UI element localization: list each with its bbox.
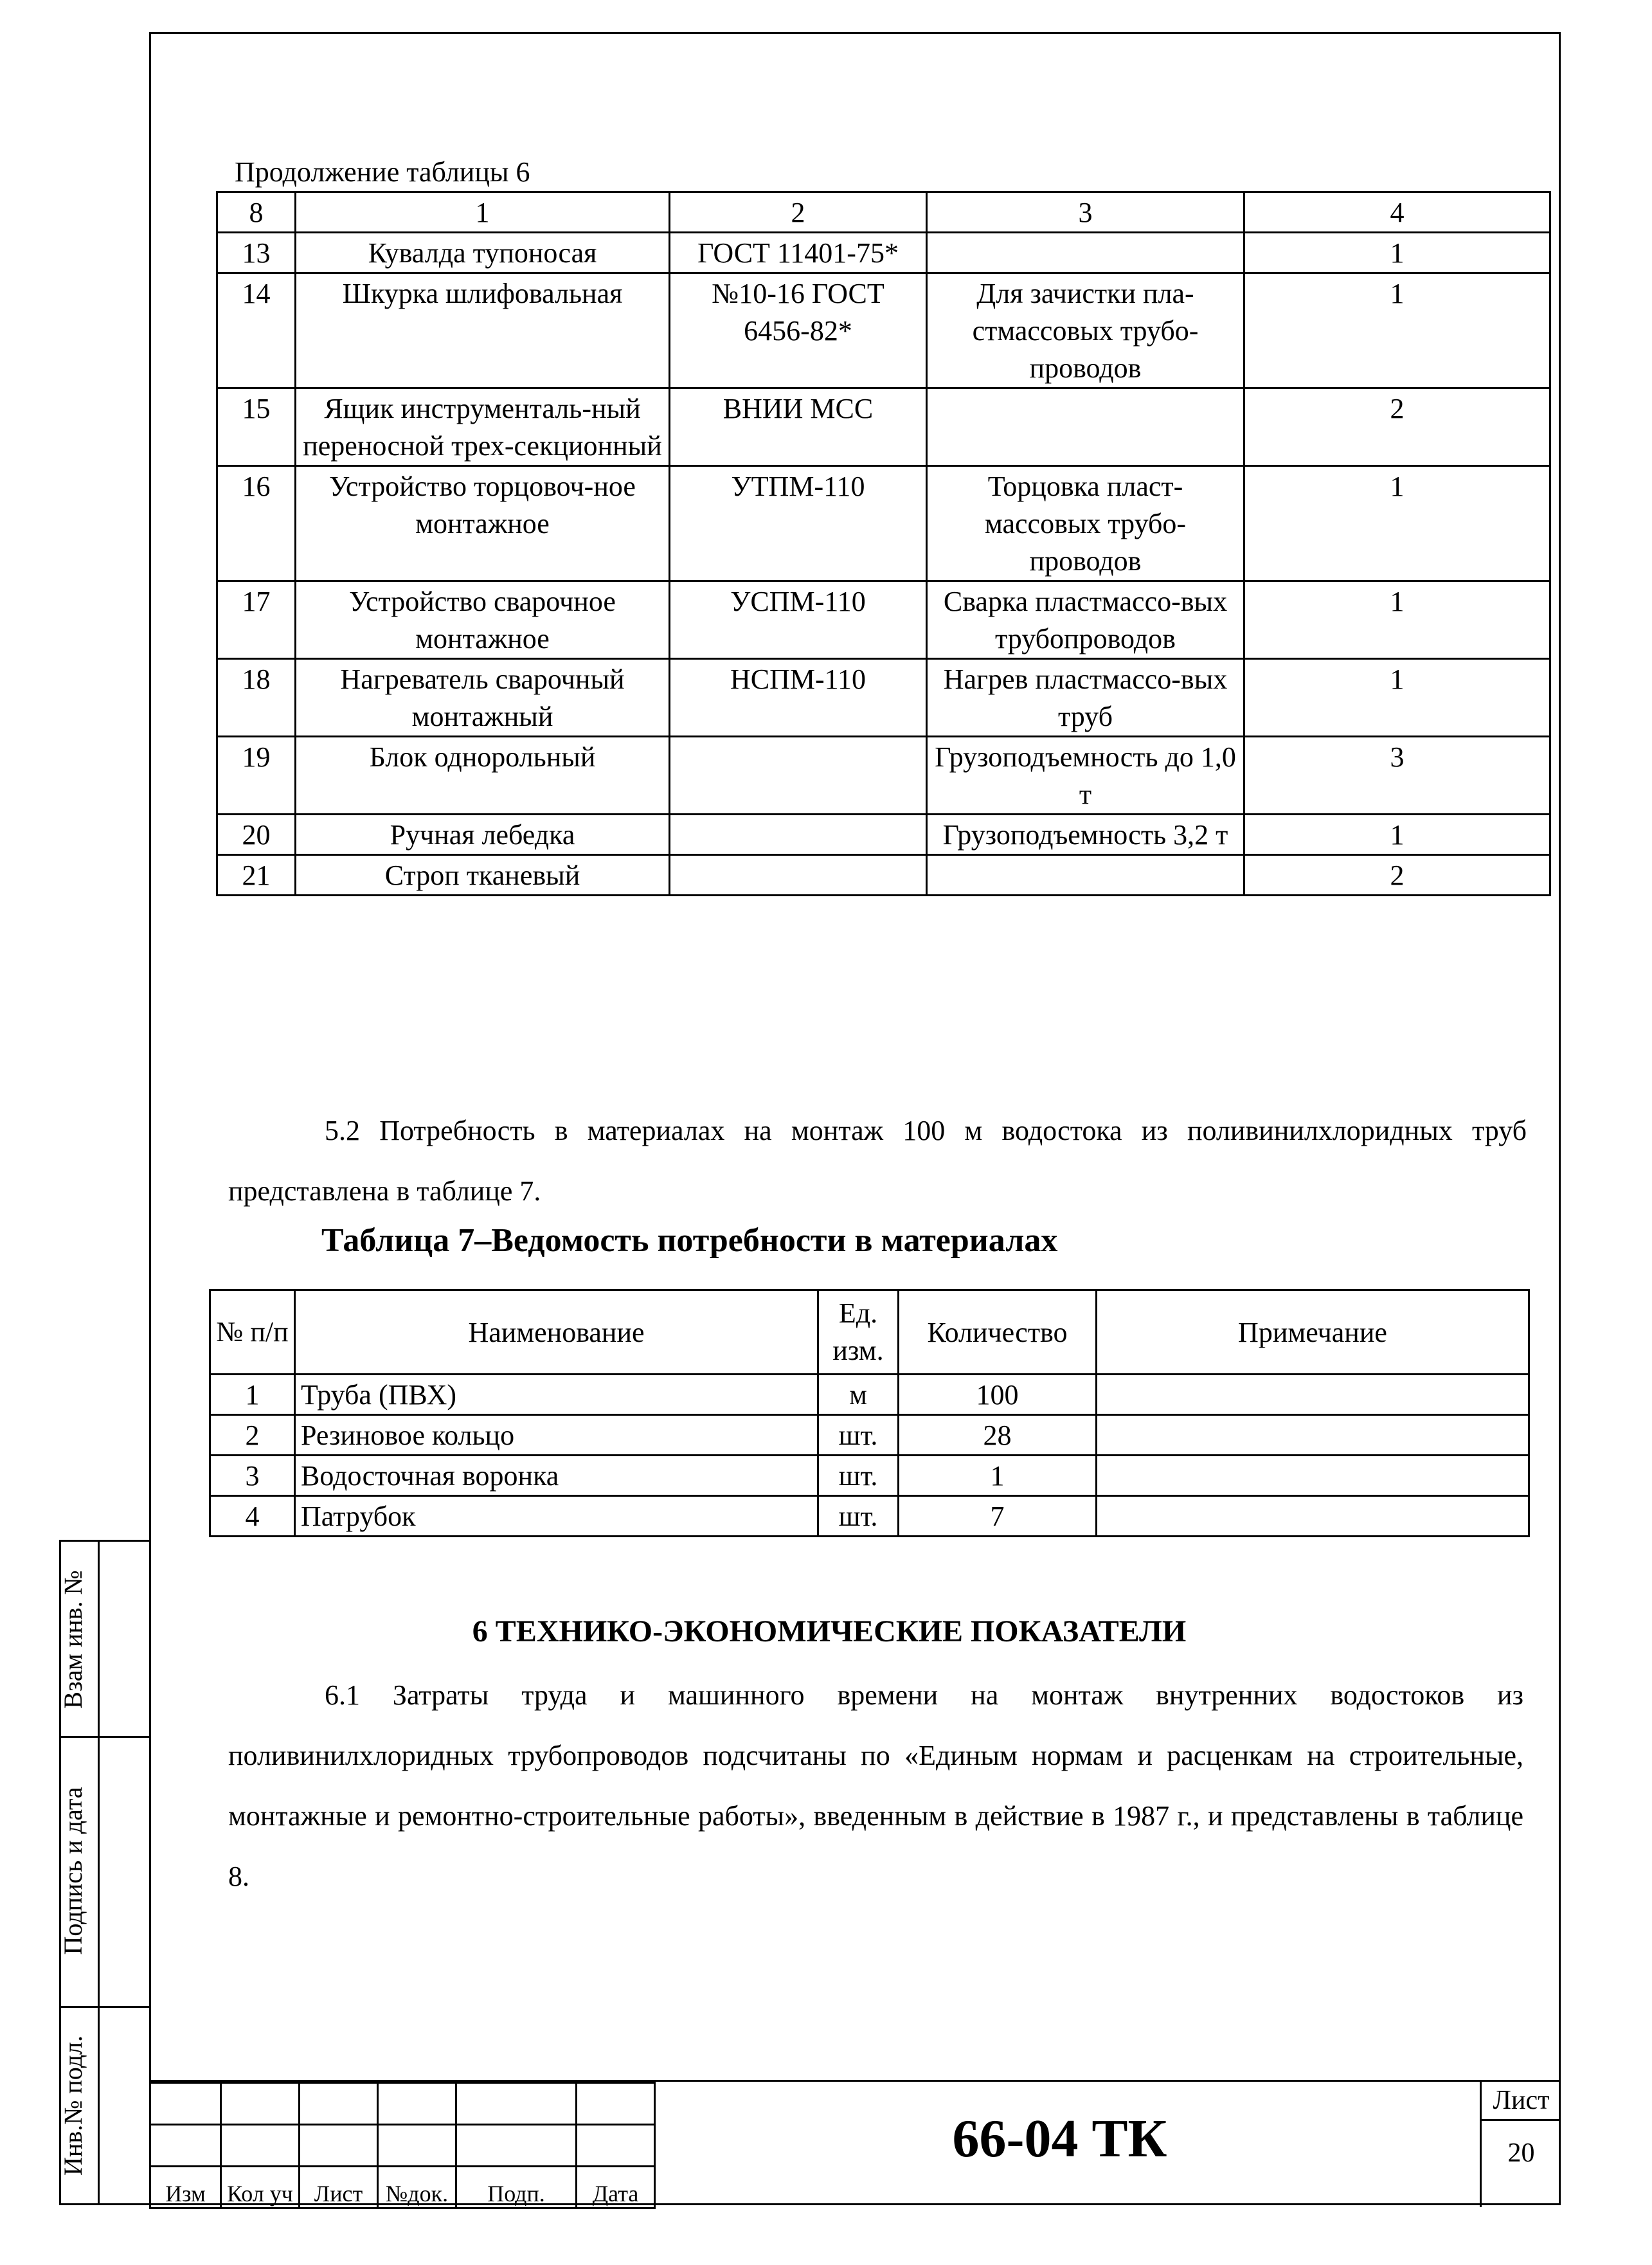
table6-cell-n: 19 bbox=[217, 737, 296, 815]
table6-header-cell: 4 bbox=[1244, 192, 1550, 233]
stamp-cell bbox=[456, 2083, 577, 2125]
table7-cell-name: Водосточная воронка bbox=[295, 1456, 818, 1496]
table7-cell-qty: 7 bbox=[899, 1496, 1097, 1537]
table7-cell-n: 3 bbox=[210, 1456, 295, 1496]
table6-caption: Продолжение таблицы 6 bbox=[235, 156, 530, 188]
table7-title: Таблица 7–Ведомость потребности в материалах bbox=[321, 1222, 1058, 1259]
table6-cell-mark bbox=[670, 815, 927, 855]
table7-header-n: № п/п bbox=[210, 1290, 295, 1375]
stamp-col-izm: Изм bbox=[150, 2167, 221, 2208]
table7-cell-unit: шт. bbox=[818, 1415, 899, 1456]
table6-cell-qty: 2 bbox=[1244, 855, 1550, 896]
side-label-vzam: Взам инв. № bbox=[58, 1570, 87, 1709]
table-row bbox=[217, 855, 1550, 896]
table6-cell-mark: ВНИИ МСС bbox=[670, 388, 927, 466]
stamp-cell bbox=[300, 2083, 378, 2125]
table7-cell-note bbox=[1097, 1375, 1529, 1415]
table7-cell-qty: 28 bbox=[899, 1415, 1097, 1456]
table6-cell-qty: 1 bbox=[1244, 581, 1550, 659]
table-row bbox=[217, 737, 1550, 815]
stamp-doc-code: 66-04 ТК bbox=[952, 2109, 1167, 2169]
table6-header-cell: 1 bbox=[296, 192, 670, 233]
table7-cell-qty: 100 bbox=[899, 1375, 1097, 1415]
table6-cell-name: Устройство сварочное монтажное bbox=[296, 581, 670, 659]
paragraph-6-1-text: 6.1 Затраты труда и машинного времени на монтаж внутренних водостоков из поливинилхлоридных трубопроводов подсчитаны по «Единым нормам и расценкам на строительные, монтажные и ремонтно-строительные работы», введенным в действие в 1987 г., и представлены в таблице 8. bbox=[228, 1679, 1523, 1892]
table6-cell-mark: ГОСТ 11401-75* bbox=[670, 233, 927, 273]
table6-cell-name: Строп тканевый bbox=[296, 855, 670, 896]
stamp-col-ndok: №док. bbox=[378, 2167, 456, 2208]
table6-header-cell: 8 bbox=[217, 192, 296, 233]
stamp-sheet-box bbox=[1480, 2082, 1561, 2207]
table6-cell-name: Ручная лебедка bbox=[296, 815, 670, 855]
table7-cell-note bbox=[1097, 1496, 1529, 1537]
table-row bbox=[210, 1375, 1529, 1415]
table6-cell-name: Устройство торцовоч-ное монтажное bbox=[296, 466, 670, 581]
table6-cell-n: 20 bbox=[217, 815, 296, 855]
table6-cell-name: Блок однорольный bbox=[296, 737, 670, 815]
stamp-cell bbox=[221, 2125, 300, 2167]
table6-cell-purpose: Грузоподъемность 3,2 т bbox=[927, 815, 1244, 855]
stamp-cell bbox=[300, 2125, 378, 2167]
table-row bbox=[217, 273, 1550, 388]
stamp-cell bbox=[221, 2083, 300, 2125]
table6-cell-n: 18 bbox=[217, 659, 296, 737]
table7-header-row bbox=[210, 1290, 1529, 1375]
table6-cell-mark: НСПМ-110 bbox=[670, 659, 927, 737]
table7-cell-name: Патрубок bbox=[295, 1496, 818, 1537]
table7-header-name: Наименование bbox=[295, 1290, 818, 1375]
table7 bbox=[209, 1289, 1530, 1537]
table7-header-unit: Ед. изм. bbox=[818, 1290, 899, 1375]
title-block bbox=[149, 2080, 1561, 2205]
side-divider-1 bbox=[59, 1736, 149, 1738]
table-row bbox=[210, 1415, 1529, 1456]
table6-cell-mark: УСПМ-110 bbox=[670, 581, 927, 659]
table-row bbox=[210, 1456, 1529, 1496]
stamp-cell bbox=[456, 2125, 577, 2167]
table-row bbox=[217, 466, 1550, 581]
table6-cell-mark bbox=[670, 855, 927, 896]
table7-cell-n: 1 bbox=[210, 1375, 295, 1415]
table-row bbox=[217, 233, 1550, 273]
paragraph-5-2 bbox=[228, 1101, 1527, 1222]
stamp-sheet-number: 20 bbox=[1507, 2138, 1535, 2168]
stamp-col-data: Дата bbox=[577, 2167, 655, 2208]
paragraph-6-1 bbox=[228, 1665, 1523, 1907]
table7-cell-name: Труба (ПВХ) bbox=[295, 1375, 818, 1415]
table6 bbox=[216, 191, 1551, 896]
stamp-cell bbox=[577, 2125, 655, 2167]
table6-cell-n: 16 bbox=[217, 466, 296, 581]
table7-cell-unit: шт. bbox=[818, 1496, 899, 1537]
table6-cell-purpose: Торцовка пласт-массовых трубо-проводов bbox=[927, 466, 1244, 581]
table6-cell-qty: 1 bbox=[1244, 659, 1550, 737]
table-row bbox=[210, 1496, 1529, 1537]
table-row bbox=[217, 659, 1550, 737]
stamp-grid bbox=[149, 2082, 656, 2209]
stamp-sheet-label: Лист bbox=[1482, 2082, 1561, 2121]
stamp-cell bbox=[378, 2125, 456, 2167]
table6-cell-purpose bbox=[927, 233, 1244, 273]
table6-cell-mark: №10-16 ГОСТ 6456-82* bbox=[670, 273, 927, 388]
table6-cell-name: Нагреватель сварочный монтажный bbox=[296, 659, 670, 737]
table6-cell-n: 17 bbox=[217, 581, 296, 659]
table6-cell-n: 15 bbox=[217, 388, 296, 466]
table6-header-cell: 2 bbox=[670, 192, 927, 233]
table-row bbox=[217, 815, 1550, 855]
table6-cell-n: 14 bbox=[217, 273, 296, 388]
table7-cell-unit: шт. bbox=[818, 1456, 899, 1496]
table-row bbox=[217, 581, 1550, 659]
table6-cell-name: Кувалда тупоносая bbox=[296, 233, 670, 273]
stamp-col-kol-uch: Кол уч bbox=[221, 2167, 300, 2208]
table6-cell-qty: 2 bbox=[1244, 388, 1550, 466]
stamp-col-list: Лист bbox=[300, 2167, 378, 2208]
table6-cell-purpose bbox=[927, 388, 1244, 466]
table6-cell-name: Ящик инструменталь-ный переносной трех-секционный bbox=[296, 388, 670, 466]
table6-cell-mark: УТПМ-110 bbox=[670, 466, 927, 581]
table6-cell-qty: 3 bbox=[1244, 737, 1550, 815]
table6-cell-n: 13 bbox=[217, 233, 296, 273]
table6-cell-n: 21 bbox=[217, 855, 296, 896]
table6-cell-qty: 1 bbox=[1244, 466, 1550, 581]
table6-cell-qty: 1 bbox=[1244, 273, 1550, 388]
stamp-cell bbox=[150, 2125, 221, 2167]
table6-cell-purpose: Для зачистки пла-стмассовых трубо-проводов bbox=[927, 273, 1244, 388]
table6-cell-purpose: Сварка пластмассо-вых трубопроводов bbox=[927, 581, 1244, 659]
stamp-cell bbox=[577, 2083, 655, 2125]
table7-cell-name: Резиновое кольцо bbox=[295, 1415, 818, 1456]
table7-cell-note bbox=[1097, 1456, 1529, 1496]
section6-heading: 6 ТЕХНИКО-ЭКОНОМИЧЕСКИЕ ПОКАЗАТЕЛИ bbox=[472, 1614, 1187, 1648]
table6-cell-purpose bbox=[927, 855, 1244, 896]
table7-cell-n: 4 bbox=[210, 1496, 295, 1537]
table6-cell-purpose: Грузоподъемность до 1,0 т bbox=[927, 737, 1244, 815]
table6-cell-qty: 1 bbox=[1244, 233, 1550, 273]
table6-cell-purpose: Нагрев пластмассо-вых труб bbox=[927, 659, 1244, 737]
paragraph-5-2-text: 5.2 Потребность в материалах на монтаж 100 м водостока из поливинилхлоридных труб представлена в таблице 7. bbox=[228, 1115, 1527, 1207]
table7-header-note: Примечание bbox=[1097, 1290, 1529, 1375]
table6-header-row bbox=[217, 192, 1550, 233]
table6-cell-mark bbox=[670, 737, 927, 815]
side-label-inv: Инв.№ подл. bbox=[58, 2035, 87, 2176]
table7-cell-qty: 1 bbox=[899, 1456, 1097, 1496]
stamp-cell bbox=[150, 2083, 221, 2125]
table6-header-cell: 3 bbox=[927, 192, 1244, 233]
side-label-podpis: Подпись и дата bbox=[58, 1787, 87, 1955]
table7-header-qty: Количество bbox=[899, 1290, 1097, 1375]
table6-cell-qty: 1 bbox=[1244, 815, 1550, 855]
table6-cell-name: Шкурка шлифовальная bbox=[296, 273, 670, 388]
table7-cell-note bbox=[1097, 1415, 1529, 1456]
table7-cell-n: 2 bbox=[210, 1415, 295, 1456]
stamp-col-podp: Подп. bbox=[456, 2167, 577, 2208]
table-row bbox=[217, 388, 1550, 466]
table7-cell-unit: м bbox=[818, 1375, 899, 1415]
stamp-cell bbox=[378, 2083, 456, 2125]
